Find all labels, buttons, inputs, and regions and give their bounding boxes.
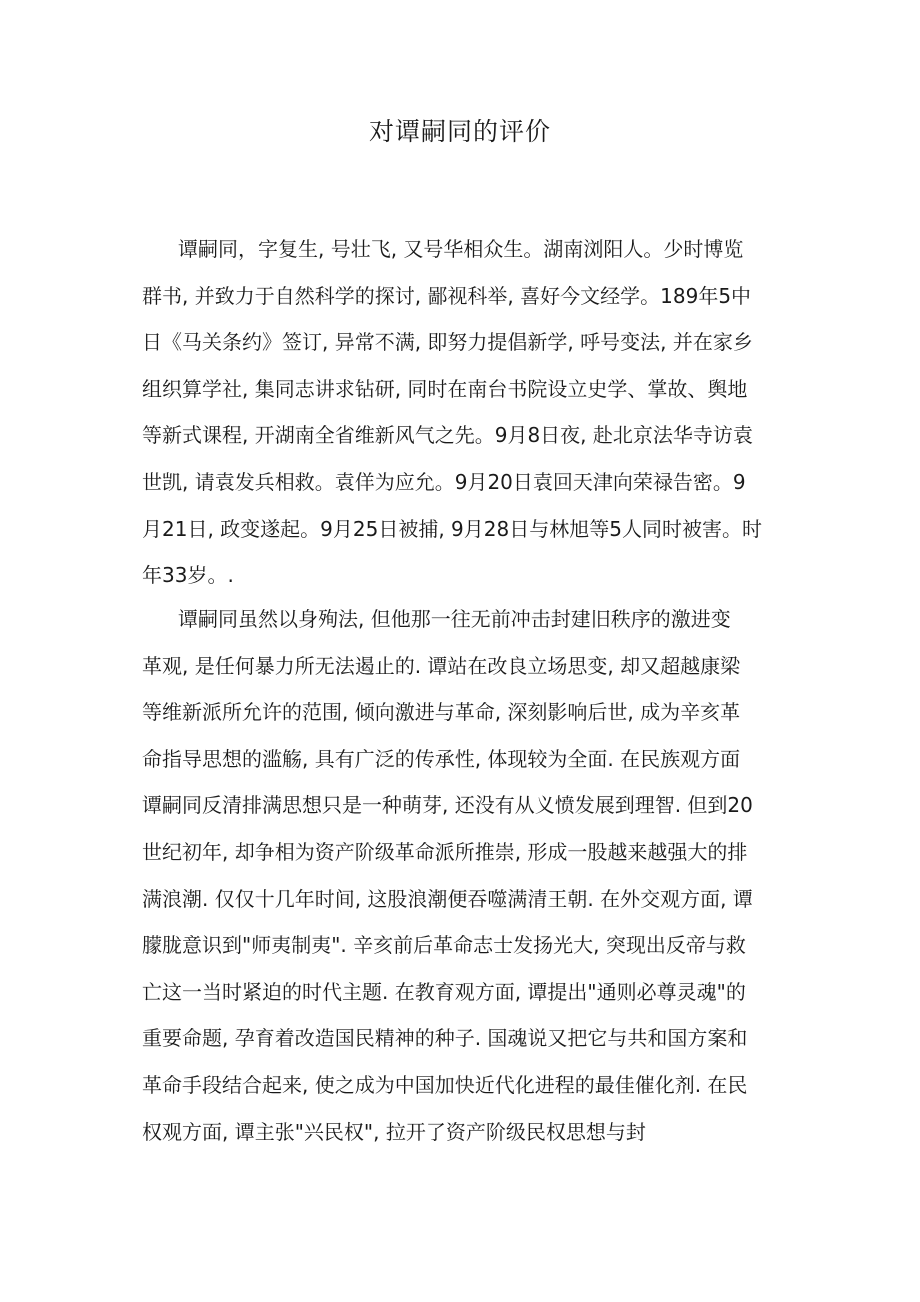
paragraph-line: 革观, 是任何暴力所无法遏止的. 谭站在改良立场思变, 却又超越康梁	[142, 653, 741, 678]
paragraph-line: 命指导思想的滥觞, 具有广泛的传承性, 体现较为全面. 在民族观方面	[142, 746, 741, 771]
paragraph-line: 谭嗣同反清排满思想只是一种萌芽, 还没有从义愤发展到理智. 但到20	[142, 793, 753, 818]
paragraph-line: 日《马关条约》签订, 异常不满, 即努力提倡新学, 呼号变法, 并在家乡	[142, 330, 753, 355]
paragraph-line: 组织算学社, 集同志讲求钻研, 同时在南台书院设立史学、掌故、舆地	[142, 376, 748, 401]
paragraph-line: 月21日, 政变遂起。9月25日被捕, 9月28日与林旭等5人同时被害。时	[142, 516, 762, 541]
paragraph-2	[142, 596, 812, 1155]
paragraph-line: 革命手段结合起来, 使之成为中国加快近代化进程的最佳催化剂. 在民	[142, 1072, 748, 1097]
paragraph-line: 满浪潮. 仅仅十几年时间, 这股浪潮便吞噬满清王朝. 在外交观方面, 谭	[142, 886, 753, 911]
paragraph-line: 重要命题, 孕育着改造国民精神的种子. 国魂说又把它与共和国方案和	[142, 1026, 748, 1051]
document-title: 对谭嗣同的评价	[368, 117, 551, 146]
paragraph-line: 等新式课程, 开湖南全省维新风气之先。9月8日夜, 赴北京法华寺访袁	[142, 423, 753, 448]
paragraph-line: 亡这一当时紧迫的时代主题. 在教育观方面, 谭提出"通则必尊灵魂"的	[142, 979, 746, 1004]
paragraph-line: 群书, 并致力于自然科学的探讨, 鄙视科举, 喜好今文经学。189年5中	[142, 283, 752, 308]
paragraph-line: 世凯, 请袁发兵相救。袁佯为应允。9月20日袁回天津向荣禄告密。9	[142, 469, 746, 494]
paragraph-line: 权观方面, 谭主张"兴民权", 拉开了资产阶级民权思想与封	[142, 1119, 646, 1144]
paragraph-1	[142, 226, 812, 599]
paragraph-line: 世纪初年, 却争相为资产阶级革命派所推崇, 形成一股越来越强大的排	[142, 839, 748, 864]
paragraph-line: 谭嗣同，字复生, 号壮飞, 又号华相众生。湖南浏阳人。少时博览	[178, 237, 744, 261]
paragraph-line: 等维新派所允许的范围, 倾向激进与革命, 深刻影响后世, 成为辛亥革	[142, 700, 741, 725]
paragraph-line: 年33岁。.	[142, 563, 234, 588]
paragraph-line: 谭嗣同虽然以身殉法, 但他那一往无前冲击封建旧秩序的激进变	[178, 607, 731, 631]
paragraph-line: 朦胧意识到"师夷制夷". 辛亥前后革命志士发扬光大, 突现出反帝与救	[142, 933, 746, 958]
